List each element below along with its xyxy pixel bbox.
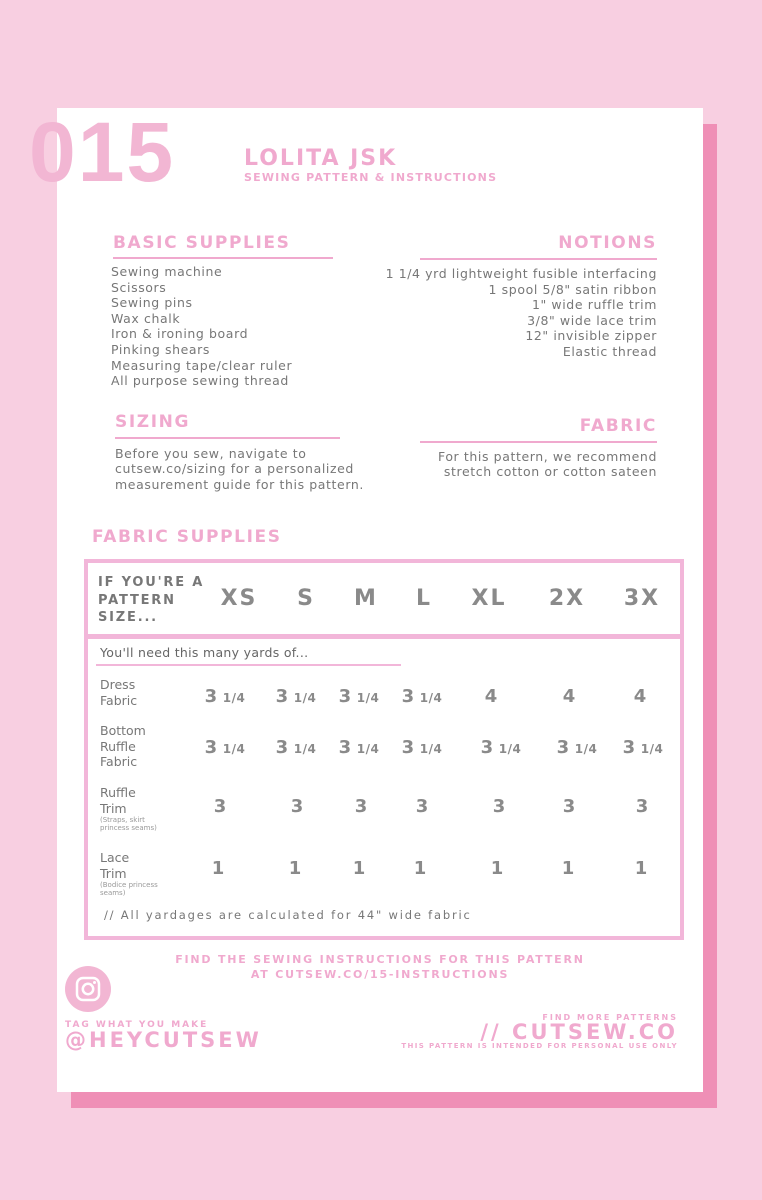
fabric-supplies-heading: FABRIC SUPPLIES [92, 527, 282, 547]
list-item: 1 spool 5/8" satin ribbon [488, 281, 657, 297]
yardage-table-box [84, 634, 684, 940]
yardage-whole: 3 [401, 686, 415, 707]
list-item: Wax chalk [111, 310, 181, 326]
list-item: Scissors [111, 279, 167, 295]
pattern-title: LOLITA JSK [244, 146, 398, 171]
list-item: 3/8" wide lace trim [527, 312, 657, 328]
find-more-label: FIND MORE PATTERNS [542, 1013, 678, 1022]
instagram-icon[interactable] [65, 966, 111, 1012]
size-s: S [297, 586, 315, 611]
yardage-whole: 3 [401, 737, 415, 758]
yardage-cell [612, 798, 672, 816]
yardage-whole: 4 [484, 686, 498, 707]
yardage-whole: 3 [562, 796, 576, 817]
yardage-cell [329, 860, 389, 878]
yardage-cell [329, 739, 389, 757]
yardage-whole: 4 [633, 686, 647, 707]
row-label-line: Ruffle [100, 785, 136, 800]
instructions-line-1: FIND THE SEWING INSTRUCTIONS FOR THIS PATTERN [175, 953, 585, 966]
fabric-text [438, 449, 657, 480]
instructions-line-2[interactable]: AT CUTSEW.CO/15-INSTRUCTIONS [250, 968, 510, 981]
yardage-fraction: 1/4 [419, 742, 443, 756]
yardage-cell [471, 739, 531, 757]
row-sub-line: (Straps, skirt [100, 816, 145, 824]
yardage-whole: 1 [211, 858, 225, 879]
yardage-whole: 3 [275, 686, 289, 707]
yardage-cell [610, 688, 670, 706]
yardage-whole: 3 [290, 796, 304, 817]
list-item: 1 1/4 yrd lightweight fusible interfacing [385, 266, 657, 281]
list-item: Sewing pins [111, 295, 193, 311]
yardage-cell [461, 688, 521, 706]
yardage-fraction: 1/4 [222, 691, 246, 705]
instagram-glyph [65, 966, 111, 1012]
personal-use-note: THIS PATTERN IS INTENDED FOR PERSONAL USE ONLY [401, 1042, 678, 1050]
yardage-fraction: 1/4 [222, 742, 246, 756]
yardage-cell [329, 688, 389, 706]
row-label-line: Bottom [100, 723, 146, 738]
size-header-line: SIZE... [98, 610, 158, 625]
fabric-heading: FABRIC [579, 416, 657, 436]
yardage-whole: 3 [204, 686, 218, 707]
yardage-fraction: 1/4 [293, 691, 317, 705]
row-label-line: Fabric [100, 754, 138, 769]
yardage-cell [538, 860, 598, 878]
yardage-cell [613, 739, 673, 757]
row-label-bottom-ruffle-fabric [100, 723, 146, 770]
list-item: Measuring tape/clear ruler [111, 357, 293, 373]
list-item: All purpose sewing thread [111, 373, 289, 389]
yardage-whole: 3 [480, 737, 494, 758]
need-text: You'll need this many yards of... [100, 645, 309, 660]
yardage-fraction: 1/4 [356, 742, 380, 756]
row-sub-line: (Bodice princess [100, 881, 158, 889]
yardage-cell [392, 798, 452, 816]
site-link[interactable]: // CUTSEW.CO [480, 1020, 678, 1044]
yardage-whole: 3 [354, 796, 368, 817]
yardage-cell [331, 798, 391, 816]
tag-label: TAG WHAT YOU MAKE [65, 1020, 209, 1030]
row-label-ruffle-trim [100, 785, 136, 816]
yardage-cell [467, 860, 527, 878]
fabric-line: stretch cotton or cotton sateen [443, 464, 657, 480]
yardage-fraction: 1/4 [293, 742, 317, 756]
sizing-rule [115, 437, 340, 439]
list-item: 1" wide ruffle trim [531, 297, 657, 313]
notions-list [386, 266, 657, 360]
fabric-rule [420, 441, 657, 443]
yardage-cell [392, 688, 452, 706]
yardage-whole: 1 [352, 858, 366, 879]
yardage-fraction: 1/4 [574, 742, 598, 756]
yardage-cell [547, 739, 607, 757]
notions-heading: NOTIONS [558, 233, 657, 253]
yardage-whole: 4 [562, 686, 576, 707]
notions-rule [420, 258, 657, 260]
yardage-whole: 1 [288, 858, 302, 879]
size-l: L [415, 586, 433, 611]
row-sub-lace-trim [100, 881, 158, 897]
yardage-cell [266, 688, 326, 706]
list-item: 12" invisible zipper [525, 328, 657, 344]
basic-supplies-list [111, 264, 292, 389]
sizing-text [115, 446, 364, 492]
yardage-whole: 3 [556, 737, 570, 758]
yardage-cell [266, 739, 326, 757]
yardage-fraction: 1/4 [419, 691, 443, 705]
instagram-handle[interactable]: @HEYCUTSEW [65, 1028, 262, 1052]
sizing-line: cutsew.co/sizing for a personalized [115, 461, 354, 477]
yardage-whole: 3 [275, 737, 289, 758]
yardage-cell [469, 798, 529, 816]
sizing-line: measurement guide for this pattern. [115, 476, 364, 492]
yardage-cell [611, 860, 671, 878]
yardage-cell [195, 739, 255, 757]
row-label-dress-fabric [100, 677, 137, 708]
row-sub-line: princess seams) [100, 824, 157, 832]
yardage-whole: 1 [634, 858, 648, 879]
row-label-line: Ruffle [100, 738, 136, 754]
sizing-heading: SIZING [115, 412, 191, 432]
fabric-line: For this pattern, we recommend [437, 449, 657, 464]
yardage-cell [267, 798, 327, 816]
size-xs: XS [220, 586, 258, 611]
yardage-cell [539, 798, 599, 816]
yardage-whole: 3 [622, 737, 636, 758]
row-label-line: Lace [100, 850, 130, 865]
yardage-whole: 3 [338, 686, 352, 707]
list-item: Iron & ironing board [111, 326, 249, 342]
need-rule [96, 664, 401, 666]
row-label-lace-trim [100, 850, 129, 881]
yardage-note: // All yardages are calculated for 44" wide fabric [104, 908, 472, 922]
row-sub-ruffle-trim [100, 816, 157, 832]
size-3x: 3X [623, 586, 661, 611]
yardage-cell [195, 688, 255, 706]
size-xl: XL [471, 586, 507, 611]
row-sub-line: seams) [100, 889, 126, 897]
pattern-subtitle: SEWING PATTERN & INSTRUCTIONS [244, 171, 498, 184]
row-label-line: Fabric [100, 692, 138, 708]
size-2x: 2X [548, 586, 586, 611]
yardage-cell [539, 688, 599, 706]
yardage-whole: 3 [415, 796, 429, 817]
yardage-whole: 3 [204, 737, 218, 758]
size-header-label [98, 574, 204, 627]
basic-supplies-heading: BASIC SUPPLIES [113, 233, 291, 253]
yardage-whole: 1 [490, 858, 504, 879]
pattern-number: 015 [29, 105, 176, 199]
row-label-line: Dress [100, 677, 136, 692]
pattern-card [29, 105, 703, 1092]
yardage-cell [188, 860, 248, 878]
list-item: Pinking shears [111, 341, 211, 357]
yardage-cell [190, 798, 250, 816]
yardage-cell [392, 739, 452, 757]
yardage-fraction: 1/4 [498, 742, 522, 756]
yardage-fraction: 1/4 [640, 742, 664, 756]
row-label-line: Trim [100, 800, 127, 816]
yardage-whole: 3 [492, 796, 506, 817]
yardage-whole: 1 [413, 858, 427, 879]
list-item: Sewing machine [111, 264, 223, 279]
sizing-line: Before you sew, navigate to [115, 446, 307, 461]
yardage-whole: 3 [213, 796, 227, 817]
yardage-cell [265, 860, 325, 878]
row-label-line: Trim [100, 865, 127, 881]
yardage-whole: 1 [561, 858, 575, 879]
size-header-line: PATTERN [98, 592, 176, 608]
size-header-line: IF YOU'RE A [98, 575, 205, 590]
yardage-whole: 3 [338, 737, 352, 758]
list-item: Elastic thread [562, 343, 657, 359]
basic-supplies-rule [113, 257, 333, 259]
yardage-cell [390, 860, 450, 878]
yardage-whole: 3 [635, 796, 649, 817]
yardage-fraction: 1/4 [356, 691, 380, 705]
size-m: M [354, 586, 378, 611]
